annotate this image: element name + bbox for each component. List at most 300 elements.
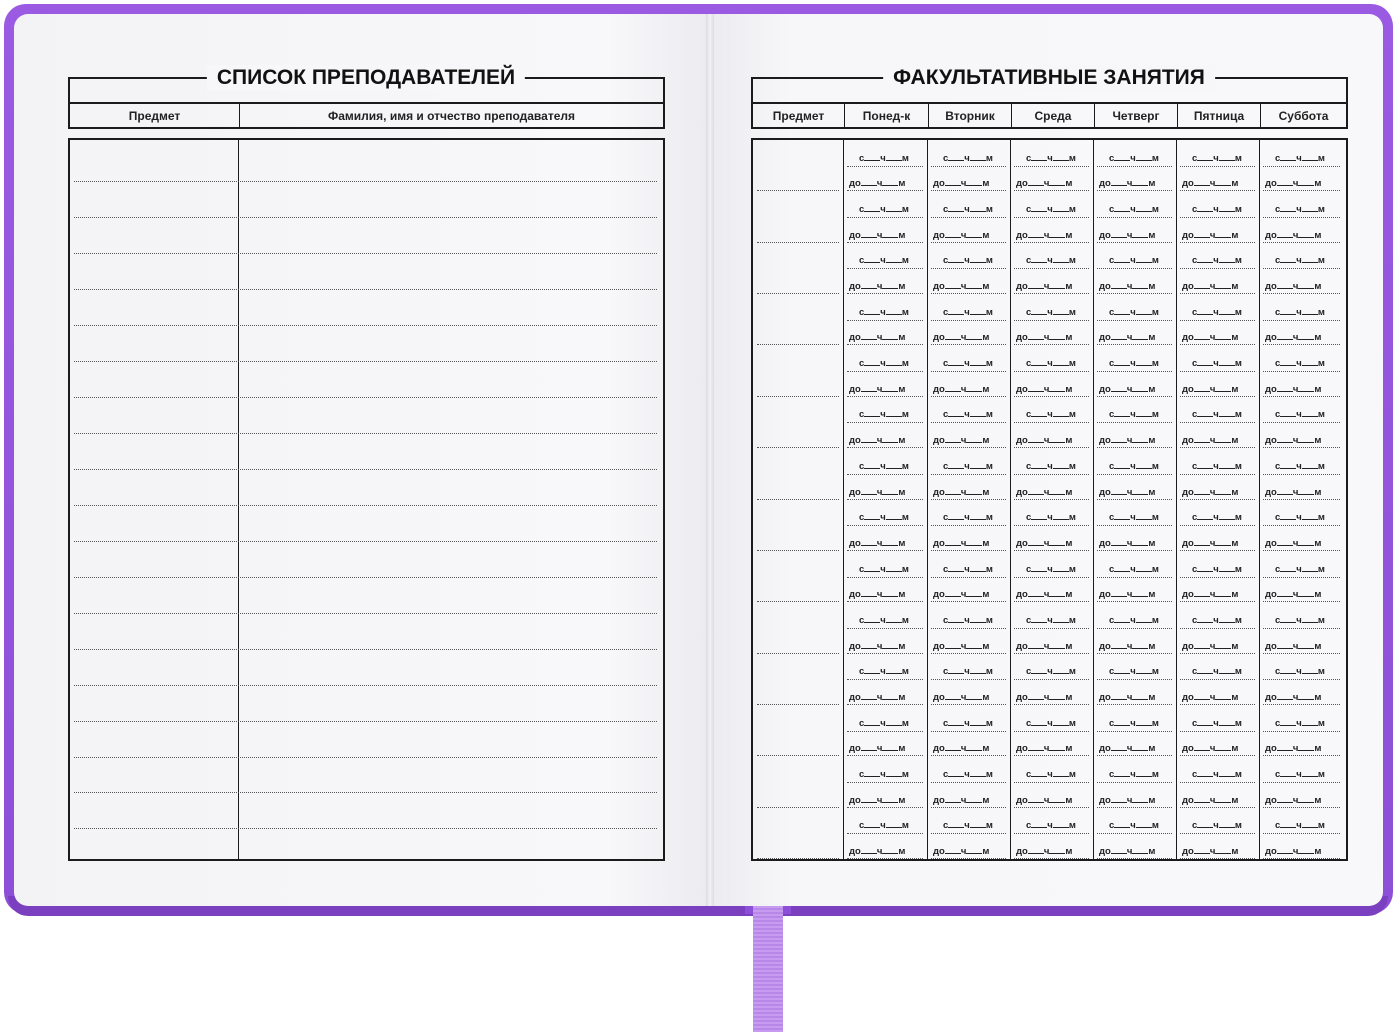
slot-to: до ч м — [1099, 435, 1156, 447]
slot-divider-line — [1180, 525, 1255, 526]
teachers-row-line — [74, 397, 657, 398]
slot-bottom-line — [847, 807, 923, 808]
slot-divider-line — [1097, 628, 1172, 629]
left-page — [14, 14, 709, 906]
teachers-row-line — [74, 469, 657, 470]
slot-bottom-line — [931, 653, 1006, 654]
slot-divider-line — [847, 679, 923, 680]
slot-to: до ч м — [933, 486, 990, 498]
slot-bottom-line — [847, 447, 923, 448]
slot-divider-line — [931, 217, 1006, 218]
slot-from: с ч м — [1109, 152, 1159, 164]
slot-bottom-line — [1097, 344, 1172, 345]
slot-from: с ч м — [1192, 563, 1242, 575]
slot-bottom-line — [1014, 190, 1089, 191]
slot-divider-line — [1180, 577, 1255, 578]
slot-bottom-line — [1263, 704, 1340, 705]
slot-bottom-line — [1097, 653, 1172, 654]
slot-divider-line — [1180, 731, 1255, 732]
slot-to: до ч м — [933, 229, 990, 241]
slot-from: с ч м — [1109, 717, 1159, 729]
slot-from: с ч м — [1026, 512, 1076, 524]
slot-from: с ч м — [859, 152, 909, 164]
slot-divider-line — [1014, 782, 1089, 783]
slot-divider-line — [847, 217, 923, 218]
slot-bottom-line — [847, 858, 923, 859]
slot-from: с ч м — [1109, 255, 1159, 267]
slot-from: с ч м — [859, 409, 909, 421]
slot-divider-line — [1180, 474, 1255, 475]
slot-to: до ч м — [933, 332, 990, 344]
electives-row-line — [757, 704, 839, 705]
slot-from: с ч м — [1109, 768, 1159, 780]
slot-divider-line — [1263, 731, 1340, 732]
slot-bottom-line — [931, 499, 1006, 500]
slot-divider-line — [847, 628, 923, 629]
slot-to: до ч м — [849, 794, 906, 806]
slot-bottom-line — [1097, 704, 1172, 705]
slot-from: с ч м — [1109, 820, 1159, 832]
slot-bottom-line — [847, 499, 923, 500]
slot-divider-line — [1263, 833, 1340, 834]
slot-to: до ч м — [1016, 486, 1073, 498]
slot-to: до ч м — [849, 691, 906, 703]
slot-from: с ч м — [859, 666, 909, 678]
slot-divider-line — [847, 371, 923, 372]
slot-bottom-line — [1263, 499, 1340, 500]
slot-divider-line — [1014, 577, 1089, 578]
slot-divider-line — [931, 679, 1006, 680]
slot-bottom-line — [1014, 550, 1089, 551]
electives-column-divider — [1093, 140, 1094, 859]
slot-from: с ч м — [1275, 409, 1325, 421]
electives-title: ФАКУЛЬТАТИВНЫЕ ЗАНЯТИЯ — [883, 65, 1215, 91]
slot-bottom-line — [1180, 653, 1255, 654]
slot-divider-line — [931, 422, 1006, 423]
slot-from: с ч м — [1192, 409, 1242, 421]
slot-to: до ч м — [1182, 332, 1239, 344]
slot-to: до ч м — [1265, 537, 1322, 549]
slot-from: с ч м — [859, 255, 909, 267]
slot-from: с ч м — [943, 358, 993, 370]
slot-to: до ч м — [1099, 589, 1156, 601]
slot-to: до ч м — [1182, 691, 1239, 703]
slot-bottom-line — [847, 755, 923, 756]
slot-to: до ч м — [849, 537, 906, 549]
slot-divider-line — [1263, 268, 1340, 269]
slot-divider-line — [1263, 782, 1340, 783]
slot-divider-line — [1263, 679, 1340, 680]
slot-bottom-line — [1014, 293, 1089, 294]
teachers-header-row — [68, 102, 665, 129]
slot-to: до ч м — [1099, 691, 1156, 703]
slot-from: с ч м — [1109, 666, 1159, 678]
slot-bottom-line — [1014, 242, 1089, 243]
electives-header-2: Вторник — [929, 104, 1012, 127]
slot-bottom-line — [847, 653, 923, 654]
slot-bottom-line — [931, 807, 1006, 808]
slot-bottom-line — [847, 601, 923, 602]
slot-to: до ч м — [1265, 229, 1322, 241]
teachers-table — [68, 138, 665, 861]
teachers-row-line — [74, 649, 657, 650]
slot-from: с ч м — [1275, 768, 1325, 780]
slot-bottom-line — [1014, 396, 1089, 397]
slot-bottom-line — [1180, 704, 1255, 705]
slot-bottom-line — [931, 242, 1006, 243]
teachers-row-line — [74, 792, 657, 793]
slot-to: до ч м — [1265, 332, 1322, 344]
slot-divider-line — [931, 525, 1006, 526]
slot-divider-line — [1097, 371, 1172, 372]
slot-bottom-line — [847, 190, 923, 191]
slot-divider-line — [1180, 320, 1255, 321]
slot-from: с ч м — [859, 614, 909, 626]
teachers-row-line — [74, 289, 657, 290]
slot-divider-line — [1097, 474, 1172, 475]
slot-bottom-line — [1097, 755, 1172, 756]
slot-bottom-line — [1263, 344, 1340, 345]
slot-bottom-line — [1180, 190, 1255, 191]
slot-to: до ч м — [1016, 281, 1073, 293]
slot-bottom-line — [1180, 601, 1255, 602]
right-page — [711, 14, 1383, 906]
slot-bottom-line — [931, 755, 1006, 756]
slot-divider-line — [1014, 320, 1089, 321]
slot-to: до ч м — [1182, 435, 1239, 447]
slot-to: до ч м — [1016, 178, 1073, 190]
slot-divider-line — [931, 833, 1006, 834]
slot-to: до ч м — [849, 229, 906, 241]
slot-to: до ч м — [1265, 383, 1322, 395]
slot-divider-line — [1097, 833, 1172, 834]
slot-to: до ч м — [1182, 178, 1239, 190]
slot-bottom-line — [1263, 190, 1340, 191]
slot-bottom-line — [1180, 344, 1255, 345]
slot-to: до ч м — [1182, 537, 1239, 549]
slot-from: с ч м — [859, 717, 909, 729]
electives-row-line — [757, 807, 839, 808]
slot-bottom-line — [1014, 601, 1089, 602]
slot-divider-line — [1263, 577, 1340, 578]
slot-bottom-line — [1097, 550, 1172, 551]
slot-divider-line — [1180, 833, 1255, 834]
electives-column-divider — [843, 140, 844, 859]
slot-from: с ч м — [1275, 255, 1325, 267]
slot-divider-line — [1097, 320, 1172, 321]
slot-bottom-line — [1014, 499, 1089, 500]
slot-to: до ч м — [849, 281, 906, 293]
slot-to: до ч м — [1099, 640, 1156, 652]
slot-from: с ч м — [943, 204, 993, 216]
slot-divider-line — [1014, 474, 1089, 475]
teachers-row-line — [74, 541, 657, 542]
slot-to: до ч м — [933, 794, 990, 806]
slot-to: до ч м — [933, 640, 990, 652]
slot-bottom-line — [1180, 499, 1255, 500]
slot-from: с ч м — [1109, 563, 1159, 575]
slot-divider-line — [1014, 679, 1089, 680]
slot-from: с ч м — [859, 820, 909, 832]
slot-bottom-line — [847, 396, 923, 397]
slot-to: до ч м — [933, 691, 990, 703]
slot-to: до ч м — [933, 743, 990, 755]
slot-divider-line — [1097, 422, 1172, 423]
slot-from: с ч м — [943, 255, 993, 267]
slot-to: до ч м — [1016, 640, 1073, 652]
electives-row-line — [757, 344, 839, 345]
slot-bottom-line — [1263, 653, 1340, 654]
slot-from: с ч м — [1192, 666, 1242, 678]
electives-header-0: Предмет — [753, 104, 845, 127]
slot-to: до ч м — [1182, 846, 1239, 857]
slot-from: с ч м — [1275, 358, 1325, 370]
slot-divider-line — [1180, 268, 1255, 269]
slot-from: с ч м — [943, 717, 993, 729]
electives-column-divider — [927, 140, 928, 859]
electives-column-divider — [1010, 140, 1011, 859]
slot-divider-line — [1014, 525, 1089, 526]
slot-to: до ч м — [849, 486, 906, 498]
slot-bottom-line — [1263, 601, 1340, 602]
slot-divider-line — [1097, 525, 1172, 526]
slot-divider-line — [847, 422, 923, 423]
slot-from: с ч м — [1192, 614, 1242, 626]
slot-from: с ч м — [1275, 717, 1325, 729]
slot-to: до ч м — [1099, 486, 1156, 498]
slot-from: с ч м — [943, 152, 993, 164]
slot-to: до ч м — [1099, 383, 1156, 395]
slot-divider-line — [931, 731, 1006, 732]
slot-from: с ч м — [1109, 614, 1159, 626]
slot-from: с ч м — [1275, 614, 1325, 626]
slot-from: с ч м — [1026, 614, 1076, 626]
electives-row-line — [757, 858, 839, 859]
slot-from: с ч м — [1275, 512, 1325, 524]
slot-bottom-line — [931, 601, 1006, 602]
slot-to: до ч м — [933, 589, 990, 601]
slot-divider-line — [931, 268, 1006, 269]
slot-bottom-line — [931, 344, 1006, 345]
slot-from: с ч м — [1026, 563, 1076, 575]
slot-to: до ч м — [849, 332, 906, 344]
slot-to: до ч м — [849, 178, 906, 190]
slot-to: до ч м — [1016, 332, 1073, 344]
slot-divider-line — [847, 782, 923, 783]
slot-from: с ч м — [1192, 820, 1242, 832]
slot-to: до ч м — [1099, 743, 1156, 755]
slot-from: с ч м — [1192, 717, 1242, 729]
slot-to: до ч м — [1016, 743, 1073, 755]
slot-from: с ч м — [1192, 152, 1242, 164]
slot-bottom-line — [1097, 396, 1172, 397]
teachers-row-line — [74, 361, 657, 362]
teachers-title: СПИСОК ПРЕПОДАВАТЕЛЕЙ — [207, 65, 525, 91]
slot-to: до ч м — [1099, 332, 1156, 344]
slot-from: с ч м — [943, 306, 993, 318]
slot-from: с ч м — [1192, 512, 1242, 524]
slot-bottom-line — [931, 550, 1006, 551]
slot-to: до ч м — [849, 589, 906, 601]
slot-bottom-line — [1180, 858, 1255, 859]
slot-bottom-line — [931, 447, 1006, 448]
slot-from: с ч м — [1026, 255, 1076, 267]
slot-bottom-line — [1014, 858, 1089, 859]
slot-bottom-line — [931, 858, 1006, 859]
electives-row-line — [757, 550, 839, 551]
slot-divider-line — [931, 577, 1006, 578]
slot-from: с ч м — [859, 563, 909, 575]
slot-from: с ч м — [1026, 768, 1076, 780]
slot-to: до ч м — [933, 178, 990, 190]
slot-divider-line — [847, 577, 923, 578]
teachers-row-line — [74, 433, 657, 434]
slot-to: до ч м — [1182, 589, 1239, 601]
slot-bottom-line — [1263, 858, 1340, 859]
slot-from: с ч м — [859, 460, 909, 472]
slot-bottom-line — [1097, 499, 1172, 500]
slot-to: до ч м — [1016, 383, 1073, 395]
slot-bottom-line — [847, 704, 923, 705]
slot-to: до ч м — [1016, 435, 1073, 447]
slot-bottom-line — [931, 190, 1006, 191]
slot-bottom-line — [1263, 447, 1340, 448]
slot-bottom-line — [1097, 190, 1172, 191]
slot-to: до ч м — [1265, 486, 1322, 498]
slot-to: до ч м — [1182, 383, 1239, 395]
slot-divider-line — [1180, 782, 1255, 783]
slot-to: до ч м — [1016, 229, 1073, 241]
slot-bottom-line — [1097, 858, 1172, 859]
electives-header-4: Четверг — [1095, 104, 1178, 127]
slot-divider-line — [931, 166, 1006, 167]
slot-divider-line — [1263, 217, 1340, 218]
slot-to: до ч м — [1182, 229, 1239, 241]
slot-bottom-line — [931, 396, 1006, 397]
teachers-row-line — [74, 613, 657, 614]
slot-to: до ч м — [1099, 846, 1156, 857]
slot-to: до ч м — [933, 537, 990, 549]
slot-from: с ч м — [1109, 204, 1159, 216]
slot-from: с ч м — [943, 666, 993, 678]
slot-from: с ч м — [1109, 306, 1159, 318]
slot-bottom-line — [1180, 396, 1255, 397]
slot-bottom-line — [1263, 807, 1340, 808]
slot-from: с ч м — [1026, 666, 1076, 678]
slot-divider-line — [1097, 679, 1172, 680]
slot-bottom-line — [1014, 755, 1089, 756]
teachers-row-line — [74, 685, 657, 686]
slot-divider-line — [1180, 166, 1255, 167]
teachers-row-line — [74, 828, 657, 829]
slot-to: до ч м — [1265, 435, 1322, 447]
slot-to: до ч м — [933, 846, 990, 857]
slot-divider-line — [931, 320, 1006, 321]
slot-bottom-line — [1263, 755, 1340, 756]
slot-from: с ч м — [1192, 768, 1242, 780]
electives-table — [751, 138, 1348, 861]
slot-divider-line — [1014, 268, 1089, 269]
electives-column-divider — [1176, 140, 1177, 859]
slot-from: с ч м — [1192, 204, 1242, 216]
teachers-row-line — [74, 757, 657, 758]
slot-divider-line — [1263, 525, 1340, 526]
slot-from: с ч м — [1275, 204, 1325, 216]
slot-from: с ч м — [943, 460, 993, 472]
slot-to: до ч м — [849, 383, 906, 395]
slot-to: до ч м — [1016, 794, 1073, 806]
slot-from: с ч м — [1275, 152, 1325, 164]
slot-bottom-line — [1014, 653, 1089, 654]
slot-bottom-line — [1263, 293, 1340, 294]
slot-from: с ч м — [1026, 717, 1076, 729]
electives-header-6: Суббота — [1278, 108, 1329, 123]
slot-to: до ч м — [1099, 794, 1156, 806]
slot-to: до ч м — [1016, 691, 1073, 703]
slot-bottom-line — [1180, 242, 1255, 243]
slot-bottom-line — [931, 293, 1006, 294]
electives-row-line — [757, 242, 839, 243]
slot-to: до ч м — [1265, 846, 1322, 857]
slot-to: до ч м — [933, 383, 990, 395]
slot-bottom-line — [1014, 344, 1089, 345]
slot-to: до ч м — [849, 435, 906, 447]
teachers-column-divider — [238, 140, 239, 859]
slot-from: с ч м — [1026, 460, 1076, 472]
slot-from: с ч м — [1109, 512, 1159, 524]
electives-row-line — [757, 447, 839, 448]
slot-bottom-line — [1180, 550, 1255, 551]
slot-divider-line — [1097, 268, 1172, 269]
slot-divider-line — [1014, 731, 1089, 732]
teachers-row-line — [74, 505, 657, 506]
slot-from: с ч м — [943, 768, 993, 780]
slot-bottom-line — [1180, 293, 1255, 294]
slot-to: до ч м — [1265, 281, 1322, 293]
slot-divider-line — [1263, 422, 1340, 423]
slot-to: до ч м — [933, 281, 990, 293]
slot-from: с ч м — [1192, 460, 1242, 472]
slot-from: с ч м — [1192, 358, 1242, 370]
slot-divider-line — [1097, 577, 1172, 578]
slot-to: до ч м — [1182, 794, 1239, 806]
slot-divider-line — [1180, 371, 1255, 372]
slot-divider-line — [1097, 166, 1172, 167]
teachers-row-line — [74, 721, 657, 722]
slot-divider-line — [1014, 628, 1089, 629]
slot-divider-line — [1263, 371, 1340, 372]
slot-divider-line — [847, 166, 923, 167]
bookmark-ribbon[interactable] — [753, 906, 783, 1032]
slot-to: до ч м — [849, 743, 906, 755]
slot-from: с ч м — [1026, 152, 1076, 164]
slot-to: до ч м — [1265, 178, 1322, 190]
slot-bottom-line — [1097, 242, 1172, 243]
slot-divider-line — [931, 474, 1006, 475]
slot-to: до ч м — [849, 640, 906, 652]
slot-to: до ч м — [1265, 794, 1322, 806]
slot-divider-line — [847, 474, 923, 475]
slot-bottom-line — [847, 293, 923, 294]
teachers-row-line — [74, 181, 657, 182]
header-teacher-name: Фамилия, имя и отчество преподавателя — [328, 108, 575, 123]
slot-divider-line — [1097, 731, 1172, 732]
slot-to: до ч м — [1182, 640, 1239, 652]
slot-divider-line — [931, 782, 1006, 783]
slot-bottom-line — [1097, 293, 1172, 294]
slot-divider-line — [1014, 217, 1089, 218]
slot-divider-line — [847, 268, 923, 269]
